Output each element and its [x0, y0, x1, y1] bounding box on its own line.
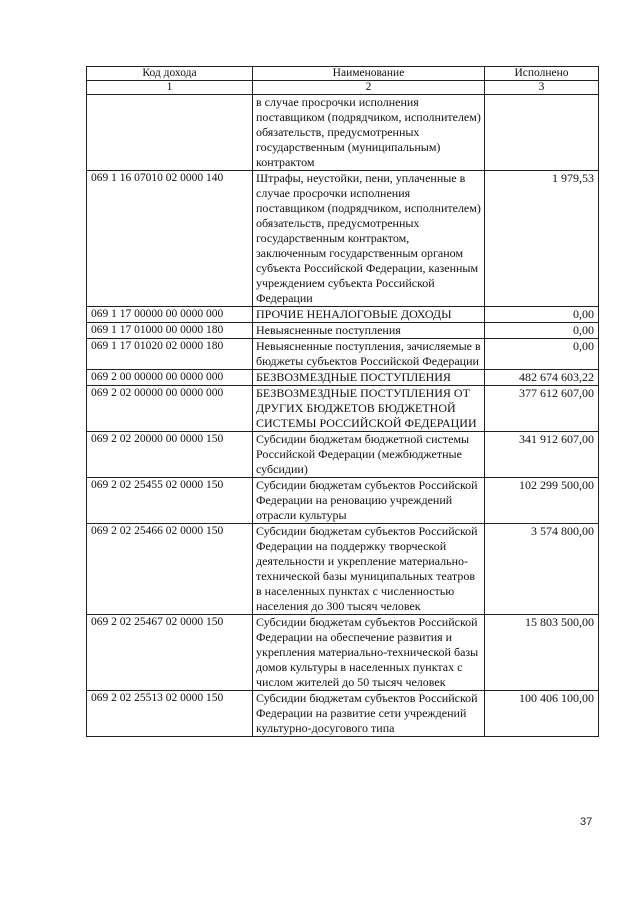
- executed-amount-cell: 377 612 607,00: [485, 386, 599, 432]
- income-code-cell: 069 2 02 25455 02 0000 150: [87, 478, 253, 524]
- executed-amount-cell: [485, 95, 599, 171]
- income-name-cell: Субсидии бюджетам бюджетной системы Российской Федерации (межбюджетные субсидии): [253, 432, 485, 478]
- income-name-cell: Субсидии бюджетам субъектов Российской Федерации на поддержку творческой деятельности и укрепление материально-технической базы муниципальных театров в населенных пунктах с численностью населения до 300 тысяч человек: [253, 524, 485, 615]
- income-name-cell: Невыясненные поступления: [253, 323, 485, 339]
- table-row: [87, 370, 599, 386]
- table-row: [87, 691, 599, 737]
- executed-amount-cell: 0,00: [485, 339, 599, 370]
- income-code-cell: [87, 95, 253, 171]
- table-row: [87, 339, 599, 370]
- executed-amount-cell: 100 406 100,00: [485, 691, 599, 737]
- income-code-cell: 069 2 02 25466 02 0000 150: [87, 524, 253, 615]
- executed-amount-cell: 1 979,53: [485, 171, 599, 307]
- income-name-cell: БЕЗВОЗМЕЗДНЫЕ ПОСТУПЛЕНИЯ ОТ ДРУГИХ БЮДЖЕТОВ БЮДЖЕТНОЙ СИСТЕМЫ РОССИЙСКОЙ ФЕДЕРАЦИИ: [253, 386, 485, 432]
- executed-amount-cell: 341 912 607,00: [485, 432, 599, 478]
- income-name-cell: Штрафы, неустойки, пени, уплаченные в случае просрочки исполнения поставщиком (подрядчиком, исполнителем) обязательств, предусмотренных государственным контрактом, заключенным государственным органом субъекта Российской Федерации, казенным учреждением субъекта Российской Федерации: [253, 171, 485, 307]
- table-row: [87, 307, 599, 323]
- column-number-2: 2: [253, 81, 485, 95]
- executed-amount-cell: 482 674 603,22: [485, 370, 599, 386]
- executed-amount-cell: 0,00: [485, 323, 599, 339]
- income-name-cell: Невыясненные поступления, зачисляемые в бюджеты субъектов Российской Федерации: [253, 339, 485, 370]
- income-code-cell: 069 2 02 25513 02 0000 150: [87, 691, 253, 737]
- column-number-3: 3: [485, 81, 599, 95]
- executed-amount-cell: 3 574 800,00: [485, 524, 599, 615]
- table-row: [87, 478, 599, 524]
- income-code-cell: 069 1 16 07010 02 0000 140: [87, 171, 253, 307]
- income-name-cell: в случае просрочки исполнения поставщиком (подрядчиком, исполнителем) обязательств, предусмотренных государственным (муниципальным) контрактом: [253, 95, 485, 171]
- header-code: Код дохода: [87, 67, 253, 81]
- income-code-cell: 069 2 02 00000 00 0000 000: [87, 386, 253, 432]
- page-number: 37: [580, 816, 593, 828]
- table-row: [87, 386, 599, 432]
- table-row: [87, 95, 599, 171]
- income-name-cell: БЕЗВОЗМЕЗДНЫЕ ПОСТУПЛЕНИЯ: [253, 370, 485, 386]
- table-row: [87, 432, 599, 478]
- revenue-table: [86, 66, 599, 737]
- income-name-cell: Субсидии бюджетам субъектов Российской Федерации на развитие сети учреждений культурно-досугового типа: [253, 691, 485, 737]
- header-amount: Исполнено: [485, 67, 599, 81]
- income-code-cell: 069 2 00 00000 00 0000 000: [87, 370, 253, 386]
- executed-amount-cell: 15 803 500,00: [485, 615, 599, 691]
- income-code-cell: 069 1 17 00000 00 0000 000: [87, 307, 253, 323]
- executed-amount-cell: 0,00: [485, 307, 599, 323]
- table-header-row: [87, 67, 599, 81]
- income-code-cell: 069 1 17 01020 02 0000 180: [87, 339, 253, 370]
- table-row: [87, 615, 599, 691]
- income-name-cell: Субсидии бюджетам субъектов Российской Федерации на реновацию учреждений отрасли культуры: [253, 478, 485, 524]
- table-column-numbers-row: [87, 81, 599, 95]
- column-number-1: 1: [87, 81, 253, 95]
- table-row: [87, 171, 599, 307]
- header-name: Наименование: [253, 67, 485, 81]
- income-code-cell: 069 1 17 01000 00 0000 180: [87, 323, 253, 339]
- executed-amount-cell: 102 299 500,00: [485, 478, 599, 524]
- income-name-cell: Субсидии бюджетам субъектов Российской Федерации на обеспечение развития и укрепления материально-технической базы домов культуры в населенных пунктах с числом жителей до 50 тысяч человек: [253, 615, 485, 691]
- income-name-cell: ПРОЧИЕ НЕНАЛОГОВЫЕ ДОХОДЫ: [253, 307, 485, 323]
- income-code-cell: 069 2 02 20000 00 0000 150: [87, 432, 253, 478]
- table-row: [87, 524, 599, 615]
- table-row: [87, 323, 599, 339]
- income-code-cell: 069 2 02 25467 02 0000 150: [87, 615, 253, 691]
